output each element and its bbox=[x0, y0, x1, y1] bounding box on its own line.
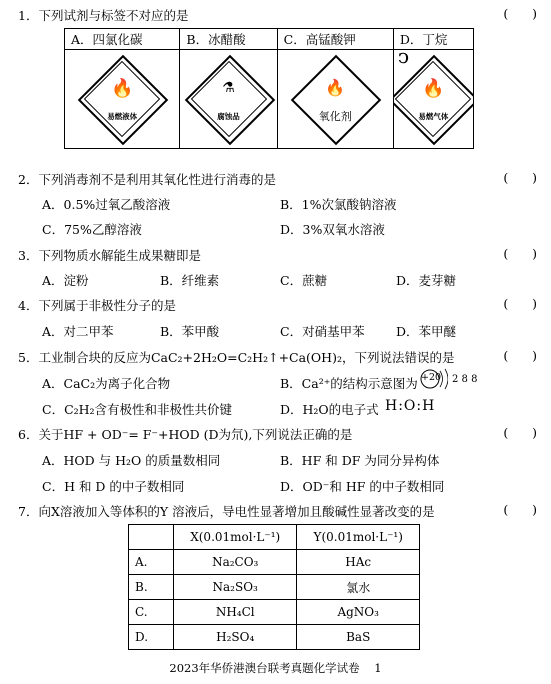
q1-answer-paren[interactable]: ( ) bbox=[503, 6, 537, 21]
table-row[interactable] bbox=[129, 550, 420, 575]
ink-mark-icon: ↄ bbox=[397, 49, 410, 68]
q2-option-a[interactable]: A．0.5%过氧乙酸溶液 bbox=[42, 197, 171, 212]
q1-header-b: B．冰醋酸 bbox=[180, 29, 277, 50]
q1-header-d: D．丁烷 bbox=[393, 29, 473, 50]
nucleus-charge: +20 bbox=[421, 372, 442, 383]
q4-answer-paren[interactable]: ( ) bbox=[503, 296, 537, 311]
q6-option-d[interactable]: D．OD⁻和 HF 的中子数相同 bbox=[280, 479, 445, 494]
q5-answer-paren[interactable]: ( ) bbox=[503, 348, 537, 363]
cell-y: AgNO₃ bbox=[297, 600, 420, 625]
table-header-row bbox=[129, 525, 420, 550]
q4-option-c[interactable]: C．对硝基甲苯 bbox=[280, 324, 365, 339]
flame-icon: 🔥 bbox=[422, 78, 445, 99]
q6-option-a[interactable]: A．HOD 与 H₂O 的质量数相同 bbox=[42, 453, 221, 468]
q2-answer-paren[interactable]: ( ) bbox=[503, 170, 537, 185]
col-y-header: Y(0.01mol·L⁻¹) bbox=[297, 525, 420, 550]
flame-icon: 🔥 bbox=[110, 78, 134, 99]
cell-x: H₂SO₄ bbox=[174, 625, 297, 650]
q3-option-a[interactable]: A．淀粉 bbox=[42, 273, 89, 288]
q3-stem: 3．下列物质水解能生成果糖即是 bbox=[18, 248, 201, 263]
table-row[interactable] bbox=[129, 575, 420, 600]
q2-option-d[interactable]: D．3%双氧水溶液 bbox=[280, 222, 385, 237]
table-row[interactable] bbox=[129, 600, 420, 625]
q4-option-a[interactable]: A．对二甲苯 bbox=[42, 324, 114, 339]
corrosion-icon: ⚗ bbox=[222, 80, 235, 96]
cell-x: Na₂SO₃ bbox=[174, 575, 297, 600]
q5-option-c[interactable]: C．C₂H₂含有极性和非极性共价键 bbox=[42, 402, 233, 417]
q4-option-d[interactable]: D．苯甲醚 bbox=[396, 324, 457, 339]
sign-label-a: 易燃液体 bbox=[107, 112, 138, 121]
table-corner-cell bbox=[129, 525, 174, 550]
q5-option-b[interactable]: B．Ca²⁺的结构示意图为 bbox=[280, 376, 418, 391]
q5-stem: 5．工业制合块的反应为CaC₂+2H₂O=C₂H₂↑+Ca(OH)₂，下列说法错误的是 bbox=[18, 350, 455, 365]
water-lewis-structure: H:O:H bbox=[385, 398, 436, 414]
q4-option-b[interactable]: B．苯甲酸 bbox=[160, 324, 220, 339]
cell-y: HAc bbox=[297, 550, 420, 575]
q1-label-table bbox=[64, 28, 474, 149]
flame-over-circle-icon: 🔥 bbox=[325, 78, 346, 97]
q3-option-c[interactable]: C．蔗糖 bbox=[280, 273, 328, 288]
electron-shells: 2 8 8 bbox=[452, 374, 478, 385]
cell-x: NH₄Cl bbox=[174, 600, 297, 625]
q5-option-a[interactable]: A．CaC₂为离子化合物 bbox=[42, 376, 171, 391]
q1-header-c: C．高锰酸钾 bbox=[277, 29, 393, 50]
q2-option-c[interactable]: C．75%乙醇溶液 bbox=[42, 222, 142, 237]
q2-option-b[interactable]: B．1%次氯酸钠溶液 bbox=[280, 197, 397, 212]
hazard-sign-flammable-gas bbox=[393, 50, 473, 149]
hazard-sign-corrosive bbox=[180, 50, 277, 149]
q6-option-b[interactable]: B．HF 和 DF 为同分异构体 bbox=[280, 453, 440, 468]
cell-x: Na₂CO₃ bbox=[174, 550, 297, 575]
sign-label-c: 氧化剂 bbox=[318, 110, 352, 123]
q3-answer-paren[interactable]: ( ) bbox=[503, 246, 537, 261]
sign-label-b: 腐蚀品 bbox=[217, 112, 240, 121]
table-row[interactable] bbox=[129, 625, 420, 650]
q5-option-d[interactable]: D．H₂O的电子式 bbox=[280, 402, 379, 417]
q6-answer-paren[interactable]: ( ) bbox=[503, 425, 537, 440]
row-label: D. bbox=[129, 625, 174, 650]
q2-stem: 2．下列消毒剂不是利用其氧化性进行消毒的是 bbox=[18, 172, 276, 187]
row-label: A. bbox=[129, 550, 174, 575]
q7-answer-paren[interactable]: ( ) bbox=[503, 502, 537, 517]
col-x-header: X(0.01mol·L⁻¹) bbox=[174, 525, 297, 550]
q1-header-a: A．四氯化碳 bbox=[65, 29, 180, 50]
page-footer: 2023年华侨港澳台联考真题化学试卷 1 bbox=[169, 661, 382, 675]
q6-option-c[interactable]: C．H 和 D 的中子数相同 bbox=[42, 479, 185, 494]
hazard-sign-oxidizer bbox=[277, 50, 393, 149]
cell-y: 氯水 bbox=[297, 575, 420, 600]
q3-option-b[interactable]: B．纤维素 bbox=[160, 273, 220, 288]
row-label: B. bbox=[129, 575, 174, 600]
cell-y: BaS bbox=[297, 625, 420, 650]
q7-stem: 7．向X溶液加入等体积的Y 溶液后，导电性显著增加且酸碱性显著改变的是 bbox=[18, 504, 435, 519]
hazard-sign-flammable-liquid bbox=[65, 50, 180, 149]
q7-table bbox=[128, 524, 420, 650]
row-label: C. bbox=[129, 600, 174, 625]
sign-label-d: 易燃气体 bbox=[418, 112, 449, 121]
q1-stem: 1．下列试剂与标签不对应的是 bbox=[18, 8, 189, 23]
q3-option-d[interactable]: D．麦芽糖 bbox=[396, 273, 457, 288]
q4-stem: 4．下列属于非极性分子的是 bbox=[18, 298, 176, 313]
q6-stem: 6．关于HF + OD⁻= F⁻+HOD (D为氘),下列说法正确的是 bbox=[18, 427, 353, 442]
ca-ion-structure-diagram bbox=[418, 367, 448, 391]
